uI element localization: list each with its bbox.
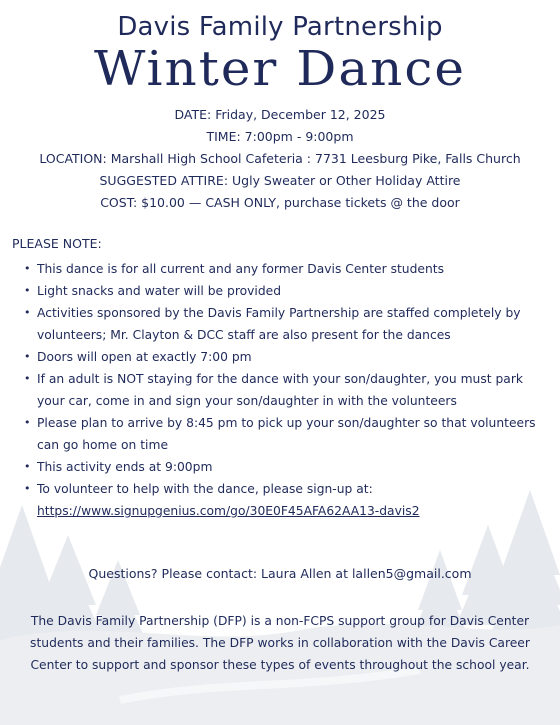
signup-text: To volunteer to help with the dance, please sign-up at: [37, 482, 373, 496]
list-item [24, 478, 550, 522]
signup-link[interactable]: https://www.signupgenius.com/go/30E0F45AFA62AA13-davis2 [37, 504, 420, 518]
notes-list [24, 258, 550, 522]
event-location: LOCATION: Marshall High School Cafeteria : 7731 Leesburg Pike, Falls Church [39, 151, 521, 166]
event-attire: SUGGESTED ATTIRE: Ugly Sweater or Other Holiday Attire [99, 173, 461, 188]
list-item: • Please plan to arrive by 8:45 pm to pick up your son/daughter so that volunteers can go home on time [24, 412, 550, 456]
event-details [0, 104, 560, 214]
event-title: Winter Dance [94, 41, 466, 97]
list-item: • If an adult is NOT staying for the dance with your son/daughter, you must park your car, come in and sign your son/daughter in with the volunteers [24, 368, 550, 412]
list-item: • Doors will open at exactly 7:00 pm [24, 346, 550, 368]
list-item: • This dance is for all current and any former Davis Center students [24, 258, 550, 280]
list-item: • Activities sponsored by the Davis Family Partnership are staffed completely by volunteers; Mr. Clayton & DCC staff are also present for the dances [24, 302, 550, 346]
list-item: • Light snacks and water will be provided [24, 280, 550, 302]
event-date: DATE: Friday, December 12, 2025 [174, 107, 386, 122]
org-title: Davis Family Partnership [117, 12, 443, 42]
event-time: TIME: 7:00pm - 9:00pm [206, 129, 354, 144]
contact-line: Questions? Please contact: Laura Allen at lallen5@gmail.com [88, 566, 472, 581]
event-cost: COST: $10.00 — CASH ONLY, purchase tickets @ the door [100, 195, 460, 210]
list-item: • This activity ends at 9:00pm [24, 456, 550, 478]
notes-heading: PLEASE NOTE: [12, 236, 102, 251]
about-paragraph: The Davis Family Partnership (DFP) is a non-FCPS support group for Davis Center students and their families. The DFP works in collaboration with the Davis Career Center to support and sponsor these types of events throughout the school year. [30, 614, 530, 672]
